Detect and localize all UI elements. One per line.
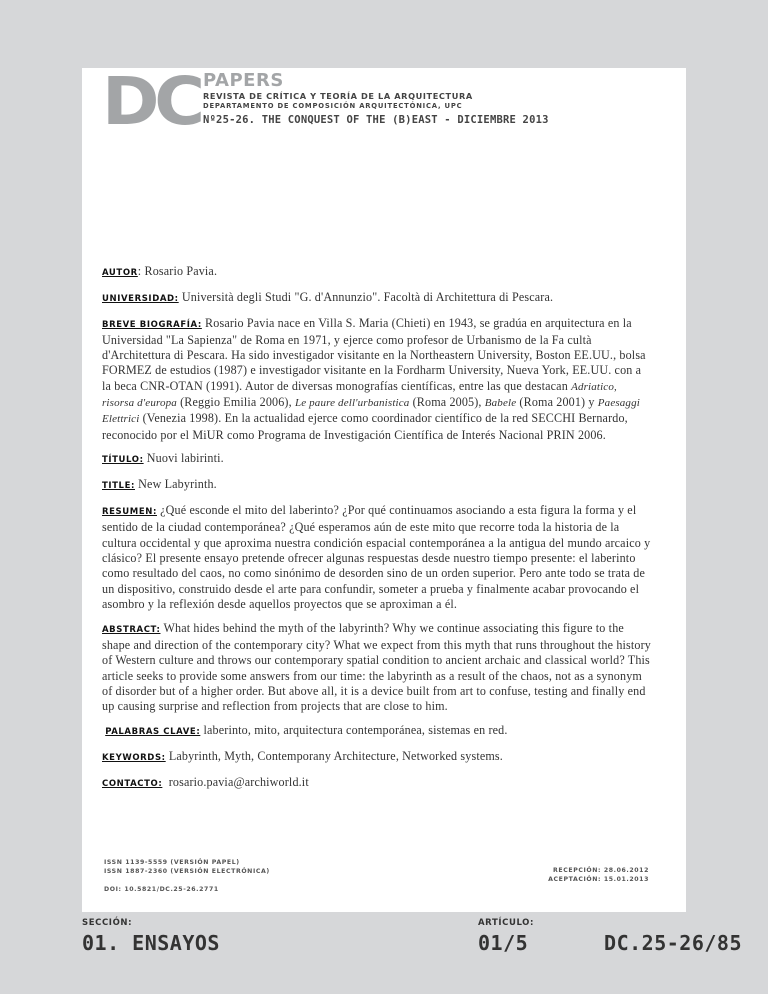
contacto-label: CONTACTO:: [102, 778, 163, 789]
journal-subtitle: REVISTA DE CRÍTICA Y TEORÍA DE LA ARQUITECTURA: [203, 91, 473, 101]
biography-label: BREVE BIOGRAFÍA:: [102, 319, 202, 330]
article-metadata: [102, 264, 652, 800]
page-reference: DC.25-26/85: [604, 931, 742, 955]
titulo-paragraph: [102, 451, 652, 468]
biography-book-3: Babele: [484, 397, 517, 410]
biography-text-2: (Reggio Emilia 2006),: [180, 395, 292, 410]
issn-electronica: ISSN 1887-2360 (VERSIÓN ELECTRÓNICA): [104, 868, 270, 875]
biography-paragraph: [102, 316, 652, 443]
contacto-email[interactable]: rosario.pavia@archiworld.it: [168, 774, 309, 789]
author-label: AUTOR: [102, 268, 138, 278]
dc-logo: DC: [102, 63, 200, 140]
title-label: TITLE:: [102, 481, 135, 492]
title-paragraph: [102, 477, 652, 494]
resumen-value: ¿Qué esconde el mito del laberinto? ¿Por qué continuamos asociando a esta figura la forma y el sentido de la ciudad contemporánea? ¿Qué esperamos aún de este mito que recorre toda la historia de la cultura occidental y que aproxima nuestra condición espacial contemporánea a la antigua del mundo arcaico y clásico? El presente ensayo pretende ofrecer algunas respuestas desde nuestro tiempo presente: el laberinto como resultado del caos, no como sinónimo de desorden sino de un orden superior. Pero ante todo se trata de un dispositivo, construido desde el arte para confundir, someter a prueba y finalmente acabar provocando el asombro y la reflexión desde aquellos proyectos que se aproximan a él.: [102, 503, 651, 611]
university-paragraph: [102, 290, 652, 307]
keywords-paragraph: [102, 749, 652, 766]
articulo-label: ARTÍCULO:: [478, 918, 534, 928]
contacto-paragraph: [102, 775, 652, 792]
biography-book-2: Le paure dell'urbanistica: [294, 397, 410, 410]
resumen-label: RESUMEN:: [102, 507, 157, 518]
titulo-value: Nuovi labirinti.: [146, 451, 224, 466]
biography-text-1: Rosario Pavia nace en Villa S. Maria (Chieti) en 1943, se gradúa en arquitectura en la Universidad "La Sapienza" de Roma en 1971, y ejerce como profesor de Urbanismo de la Fa cultà d'Architettura di Pescara. Ha sido investigador visitante en la Northeastern University, Boston EE.UU., bolsa FORMEZ de estudios (1987) e investigador visitante en la Fordharm University, Nueva York, EE.UU. con a la beca CNR-OTAN (1991). Autor de diversas monografías científicas, entre las que destacan: [102, 315, 646, 393]
resumen-paragraph: [102, 503, 652, 612]
palabras-value: laberinto, mito, arquitectura contemporánea, sistemas en red.: [203, 722, 508, 737]
abstract-label: ABSTRACT:: [102, 624, 161, 635]
titulo-label: TÍTULO:: [102, 455, 144, 466]
biography-text-4: (Roma 2001) y: [519, 395, 595, 410]
recepcion-date: RECEPCIÓN: 28.06.2012: [553, 867, 649, 874]
abstract-value: What hides behind the myth of the labyrinth? Why we continue associating this figure to the shape and direction of the contemporary city? What we expect from this myth that runs throughout the history of Western culture and throws our contemporary spatial condition to ancient archaic and classical world? This article seeks to provide some answers from our time: the labyrinth as a result of the chaos, not as a synonym of disorder but of a higher order. But above all, it is a device built from art to confuse, testing and finally end up causing surprise and reflection from projects that are close to him.: [102, 620, 651, 714]
keywords-value: Labyrinth, Myth, Contemporany Architecture, Networked systems.: [168, 748, 503, 763]
articulo-value: 01/5: [478, 931, 529, 955]
aceptacion-date: ACEPTACIÓN: 15.01.2013: [548, 876, 649, 883]
seccion-value: 01. ENSAYOS: [82, 931, 220, 955]
palabras-paragraph: [102, 723, 652, 740]
palabras-label: PALABRAS CLAVE:: [105, 726, 201, 737]
keywords-label: KEYWORDS:: [102, 752, 166, 763]
issue-line: Nº25-26. THE CONQUEST OF THE (B)EAST - DICIEMBRE 2013: [203, 114, 549, 126]
papers-title: PAPERS: [203, 70, 284, 91]
university-label: UNIVERSIDAD:: [102, 293, 179, 304]
issn-block: [104, 858, 270, 876]
author-value: Rosario Pavia.: [144, 264, 218, 278]
biography-book-4: Paesaggi Elettrici: [102, 397, 640, 426]
abstract-paragraph: [102, 621, 652, 715]
biography-book-1: Adriatico, risorsa d'europa: [102, 380, 617, 410]
title-value: New Labyrinth.: [138, 477, 217, 492]
biography-text-5: (Venezia 1998). En la actualidad ejerce como coordinador científico de la red SECCHI Bernardo, reconocido por el MiUR como Programa de Investigación Científica de Interés Nacional PRIN 2006.: [102, 411, 628, 442]
dates-block: [548, 866, 649, 884]
author-paragraph: AUTOR: Rosario Pavia.: [102, 264, 218, 278]
university-value: Università degli Studi "G. d'Annunzio". Facoltà di Architettura di Pescara.: [181, 289, 554, 304]
department-line: DEPARTAMENTO DE COMPOSICIÓN ARQUITECTÓNICA, UPC: [203, 102, 463, 110]
doi-line: DOI: 10.5821/DC.25-26.2771: [104, 886, 219, 893]
issn-papel: ISSN 1139-5559 (VERSIÓN PAPEL): [104, 859, 240, 866]
seccion-label: SECCIÓN:: [82, 918, 133, 928]
biography-text-3: (Roma 2005),: [412, 395, 482, 410]
